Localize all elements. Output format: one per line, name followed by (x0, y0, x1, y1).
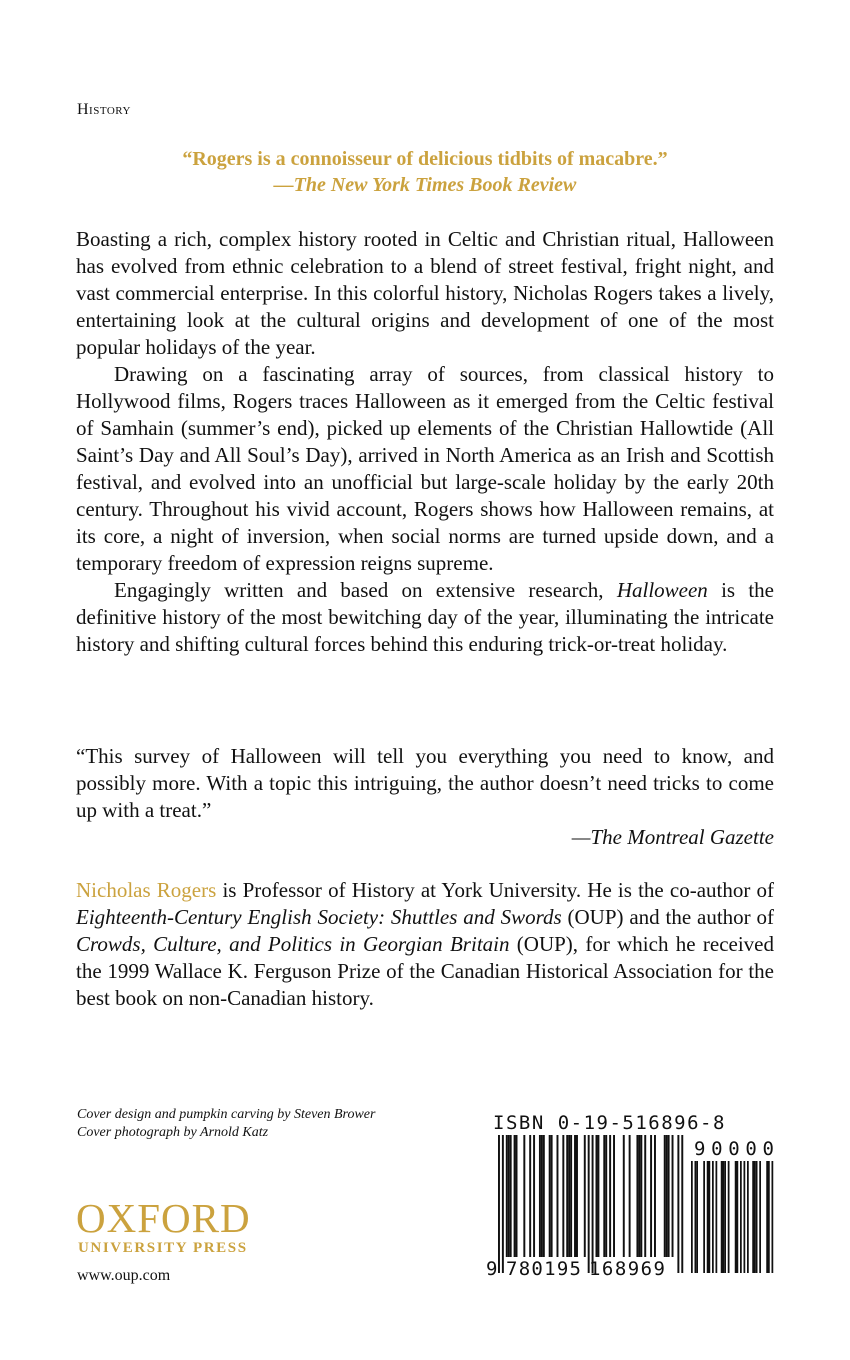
author-bio: Nicholas Rogers is Professor of History at York University. He is the co-author of Eighteenth-Century English Society: Shuttles and Swords (OUP) and the author of Crowds, Culture, and Politics in Georgian Britain (OUP), for which he received the 1999 Wallace K. Ferguson Prize of the Canadian Historical Association for the best book on non-Canadian history. (76, 878, 774, 1010)
barcode-guard-bar (681, 1135, 683, 1273)
addon-bar (716, 1161, 718, 1273)
publisher-logo: OXFORD (76, 1195, 251, 1241)
publisher-website: www.oup.com (77, 1267, 171, 1284)
addon-bar (709, 1161, 711, 1273)
barcode-bar (672, 1135, 674, 1257)
barcode-bar (623, 1135, 625, 1257)
barcode-bar (664, 1135, 666, 1257)
category-label: History (77, 101, 131, 118)
addon-bar (707, 1161, 709, 1273)
review-source: —The Montreal Gazette (571, 825, 774, 849)
addon-bar (721, 1161, 723, 1273)
addon-bar (703, 1161, 705, 1273)
description-paragraph-3: Engagingly written and based on extensive research, Halloween is the definitive history of the most bewitching day of the year, illuminating the intricate history and shifting cultural forces behind this enduring trick-or-treat holiday. (76, 578, 774, 656)
barcode-bar (543, 1135, 545, 1257)
addon-bar (735, 1161, 737, 1273)
barcode-bar (539, 1135, 541, 1257)
barcode-bar (549, 1135, 551, 1257)
barcode-bar (551, 1135, 553, 1257)
barcode-bar (644, 1135, 646, 1257)
barcode-guard-bar (592, 1135, 594, 1273)
addon-bar (712, 1161, 714, 1273)
barcode-bar (597, 1135, 599, 1257)
barcode-guard-bar (502, 1135, 504, 1273)
addon-bar (747, 1161, 749, 1273)
barcode-bar (516, 1135, 518, 1257)
ean-group-2: 168969 (589, 1258, 665, 1280)
barcode-bar (666, 1135, 668, 1257)
cover-photo-credit: Cover photograph by Arnold Katz (77, 1125, 269, 1140)
cover-credits (77, 1106, 375, 1142)
addon-bar (754, 1161, 756, 1273)
barcode-bar (568, 1135, 570, 1257)
addon-bar (766, 1161, 768, 1273)
addon-bar (744, 1161, 746, 1273)
addon-bar (724, 1161, 726, 1273)
author-name: Nicholas Rogers (76, 878, 217, 902)
barcode-guard-bar (588, 1135, 590, 1273)
book-title: Halloween (616, 578, 708, 602)
ean-prefix: 9 (486, 1258, 498, 1280)
barcode-bar (510, 1135, 512, 1257)
barcode-bar (640, 1135, 642, 1257)
barcode-bar (523, 1135, 525, 1257)
addon-bar (728, 1161, 730, 1273)
isbn-label: ISBN 0-19-516896-8 (493, 1112, 726, 1134)
barcode-bar (584, 1135, 586, 1257)
addon-bar (752, 1161, 754, 1273)
barcode-bar (541, 1135, 543, 1257)
barcode (484, 1135, 779, 1280)
addon-bar (768, 1161, 770, 1273)
review-text: “This survey of Halloween will tell you everything you need to know, and possibly more. With a topic this intriguing, the author doesn’t need tricks to come up with a treat.” (76, 744, 774, 822)
description-paragraph-2: Drawing on a fascinating array of sources, from classical history to Hollywood films, Rogers traces Halloween as it emerged from the Celtic festival of Samhain (summer’s end), picked up elements of the Christian Hallowtide (All Saint’s Day and All Soul’s Day), arrived in North America as an Irish and Scottish festival, and evolved into an unofficial but large-scale holiday by the early 20th century. Throughout his vivid account, Rogers shows how Halloween remains, at its core, a night of inversion, when social norms are turned upside down, and a temporary freedom of expression reigns supreme. (76, 362, 774, 575)
barcode-bar (603, 1135, 605, 1257)
barcode-bar (562, 1135, 564, 1257)
addon-bar (737, 1161, 739, 1273)
barcode-bar (668, 1135, 670, 1257)
barcode-bar (566, 1135, 568, 1257)
addon-bar (691, 1161, 693, 1273)
barcode-bar (529, 1135, 531, 1257)
barcode-bar (576, 1135, 578, 1257)
barcode-bar (650, 1135, 652, 1257)
addon-bar (695, 1161, 697, 1273)
price-code: 90000 (694, 1138, 774, 1160)
addon-bar (696, 1161, 698, 1273)
review-quote (76, 743, 774, 851)
addon-bar (756, 1161, 758, 1273)
cover-design-credit: Cover design and pumpkin carving by Steven Brower (77, 1107, 376, 1122)
barcode-bar (506, 1135, 508, 1257)
publisher-subtitle: UNIVERSITY PRESS (78, 1240, 248, 1256)
barcode-guard-bar (498, 1135, 500, 1273)
barcode-bar (508, 1135, 510, 1257)
barcode-bar (629, 1135, 631, 1257)
barcode-bar (609, 1135, 611, 1257)
ean-group-1: 780195 (506, 1258, 581, 1280)
addon-bar (740, 1161, 742, 1273)
barcode-bar (533, 1135, 535, 1257)
barcode-bar (596, 1135, 598, 1257)
barcode-bar (605, 1135, 607, 1257)
barcode-guard-bar (677, 1135, 679, 1273)
bio-book-1: Eighteenth-Century English Society: Shuttles and Swords (76, 905, 562, 929)
price-addon-bars (691, 1161, 773, 1273)
addon-bar (723, 1161, 725, 1273)
barcode-bar (557, 1135, 559, 1257)
description-paragraph-1: Boasting a rich, complex history rooted in Celtic and Christian ritual, Halloween has evolved from ethnic celebration to a blend of street festival, fright night, and vast commercial enterprise. In this colorful history, Nicholas Rogers takes a lively, entertaining look at the cultural origins and development of one of the most popular holidays of the year. (76, 227, 774, 359)
barcode-bar (613, 1135, 615, 1257)
barcode-bar (636, 1135, 638, 1257)
barcode-bar (570, 1135, 572, 1257)
barcode-bar (654, 1135, 656, 1257)
barcode-bar (638, 1135, 640, 1257)
addon-bar (772, 1161, 774, 1273)
barcode-bar (514, 1135, 516, 1257)
pull-quote (60, 146, 790, 198)
pull-quote-source: —The New York Times Book Review (273, 174, 577, 196)
addon-bar (759, 1161, 761, 1273)
pull-quote-text: “Rogers is a connoisseur of delicious tidbits of macabre.” (182, 148, 668, 170)
bio-book-2: Crowds, Culture, and Politics in Georgian Britain (76, 932, 510, 956)
barcode-bar (574, 1135, 576, 1257)
book-description (76, 226, 774, 658)
ean-barcode-bars (498, 1135, 683, 1273)
